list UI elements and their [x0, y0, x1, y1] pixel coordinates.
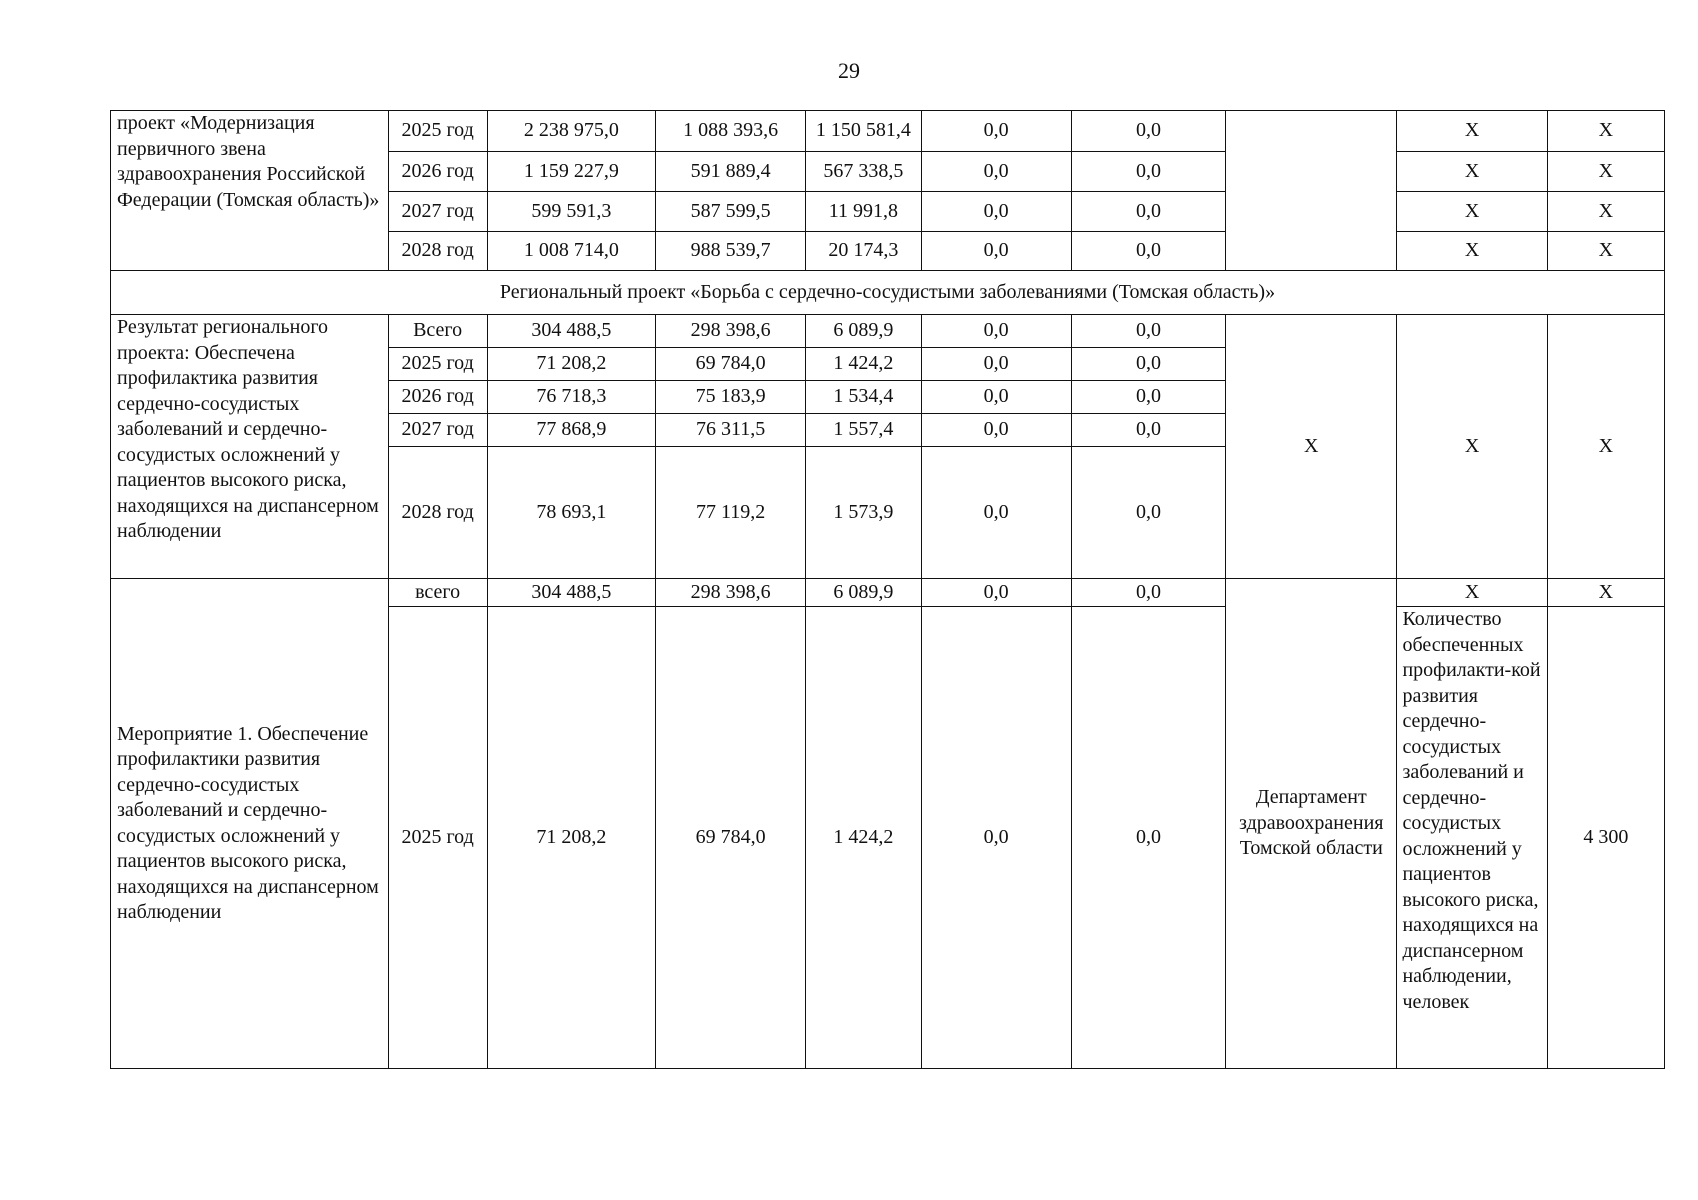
year-cell: 2026 год — [388, 381, 487, 414]
municipal-cell: 0,0 — [921, 192, 1071, 232]
executor-cell — [1226, 111, 1397, 271]
municipal-cell: 0,0 — [921, 579, 1071, 607]
total-cell: 1 008 714,0 — [487, 232, 655, 271]
year-cell: 2026 год — [388, 152, 487, 192]
year-cell: всего — [388, 579, 487, 607]
indicator-value-cell: X — [1547, 315, 1664, 579]
municipal-cell: 0,0 — [921, 381, 1071, 414]
indicator-cell: X — [1397, 152, 1547, 192]
indicator-cell: Количество обеспеченных профилакти-кой развития сердечно-сосудистых заболеваний и сердечно-сосудистых осложнений у пациентов высокого риска, находящихся на диспансерном наблюдении, человек — [1397, 607, 1547, 1069]
regional-cell: 1 534,4 — [806, 381, 921, 414]
other-cell: 0,0 — [1071, 607, 1225, 1069]
indicator-value-cell: X — [1547, 111, 1664, 152]
year-cell: 2025 год — [388, 111, 487, 152]
year-cell: 2025 год — [388, 607, 487, 1069]
federal-cell: 988 539,7 — [656, 232, 806, 271]
total-cell: 71 208,2 — [487, 607, 655, 1069]
federal-cell: 69 784,0 — [656, 348, 806, 381]
municipal-cell: 0,0 — [921, 315, 1071, 348]
year-cell: Всего — [388, 315, 487, 348]
total-cell: 599 591,3 — [487, 192, 655, 232]
page-number: 29 — [838, 58, 860, 83]
indicator-cell: X — [1397, 192, 1547, 232]
indicator-cell: X — [1397, 232, 1547, 271]
other-cell: 0,0 — [1071, 192, 1225, 232]
regional-cell: 6 089,9 — [806, 315, 921, 348]
total-cell: 304 488,5 — [487, 315, 655, 348]
regional-cell: 11 991,8 — [806, 192, 921, 232]
regional-cell: 20 174,3 — [806, 232, 921, 271]
federal-cell: 587 599,5 — [656, 192, 806, 232]
regional-cell: 1 573,9 — [806, 447, 921, 579]
other-cell: 0,0 — [1071, 579, 1225, 607]
executor-cell: Департамент здравоохранения Томской области — [1226, 579, 1397, 1069]
total-cell: 1 159 227,9 — [487, 152, 655, 192]
table-row — [111, 315, 1665, 348]
municipal-cell: 0,0 — [921, 607, 1071, 1069]
municipal-cell: 0,0 — [921, 111, 1071, 152]
federal-cell: 75 183,9 — [656, 381, 806, 414]
activity-name-cell: Мероприятие 1. Обеспечение профилактики развития сердечно-сосудистых заболеваний и сердечно-сосудистых осложнений у пациентов высокого риска, находящихся на диспансерном наблюдении — [111, 579, 389, 1069]
total-cell: 77 868,9 — [487, 414, 655, 447]
regional-cell: 1 150 581,4 — [806, 111, 921, 152]
federal-cell: 298 398,6 — [656, 579, 806, 607]
table-row — [111, 579, 1665, 607]
indicator-cell: X — [1397, 579, 1547, 607]
federal-cell: 1 088 393,6 — [656, 111, 806, 152]
regional-cell: 1 557,4 — [806, 414, 921, 447]
table-row — [111, 271, 1665, 315]
other-cell: 0,0 — [1071, 414, 1225, 447]
federal-cell: 298 398,6 — [656, 315, 806, 348]
total-cell: 71 208,2 — [487, 348, 655, 381]
other-cell: 0,0 — [1071, 381, 1225, 414]
federal-cell: 591 889,4 — [656, 152, 806, 192]
regional-cell: 567 338,5 — [806, 152, 921, 192]
indicator-value-cell: X — [1547, 192, 1664, 232]
section-title: Региональный проект «Борьба с сердечно-сосудистыми заболеваниями (Томская область)» — [111, 271, 1665, 315]
year-cell: 2027 год — [388, 192, 487, 232]
total-cell: 78 693,1 — [487, 447, 655, 579]
total-cell: 304 488,5 — [487, 579, 655, 607]
indicator-cell: X — [1397, 315, 1547, 579]
program-table — [110, 110, 1665, 1069]
year-cell: 2025 год — [388, 348, 487, 381]
municipal-cell: 0,0 — [921, 447, 1071, 579]
regional-cell: 1 424,2 — [806, 607, 921, 1069]
municipal-cell: 0,0 — [921, 348, 1071, 381]
table-row — [111, 111, 1665, 152]
federal-cell: 77 119,2 — [656, 447, 806, 579]
municipal-cell: 0,0 — [921, 152, 1071, 192]
year-cell: 2028 год — [388, 447, 487, 579]
regional-cell: 6 089,9 — [806, 579, 921, 607]
indicator-value-cell: X — [1547, 152, 1664, 192]
year-cell: 2028 год — [388, 232, 487, 271]
municipal-cell: 0,0 — [921, 232, 1071, 271]
result-name-cell: Результат регионального проекта: Обеспечена профилактика развития сердечно-сосудистых заболеваний и сердечно-сосудистых осложнений у пациентов высокого риска, находящихся на диспансерном наблюдении — [111, 315, 389, 579]
municipal-cell: 0,0 — [921, 414, 1071, 447]
total-cell: 76 718,3 — [487, 381, 655, 414]
indicator-value-cell: 4 300 — [1547, 607, 1664, 1069]
indicator-value-cell: X — [1547, 232, 1664, 271]
regional-cell: 1 424,2 — [806, 348, 921, 381]
other-cell: 0,0 — [1071, 447, 1225, 579]
executor-cell: X — [1226, 315, 1397, 579]
indicator-cell: X — [1397, 111, 1547, 152]
other-cell: 0,0 — [1071, 348, 1225, 381]
federal-cell: 69 784,0 — [656, 607, 806, 1069]
project-name-cell: проект «Модернизация первичного звена здравоохранения Российской Федерации (Томская область)» — [111, 111, 389, 271]
federal-cell: 76 311,5 — [656, 414, 806, 447]
other-cell: 0,0 — [1071, 232, 1225, 271]
other-cell: 0,0 — [1071, 111, 1225, 152]
year-cell: 2027 год — [388, 414, 487, 447]
indicator-value-cell: X — [1547, 579, 1664, 607]
total-cell: 2 238 975,0 — [487, 111, 655, 152]
other-cell: 0,0 — [1071, 315, 1225, 348]
other-cell: 0,0 — [1071, 152, 1225, 192]
